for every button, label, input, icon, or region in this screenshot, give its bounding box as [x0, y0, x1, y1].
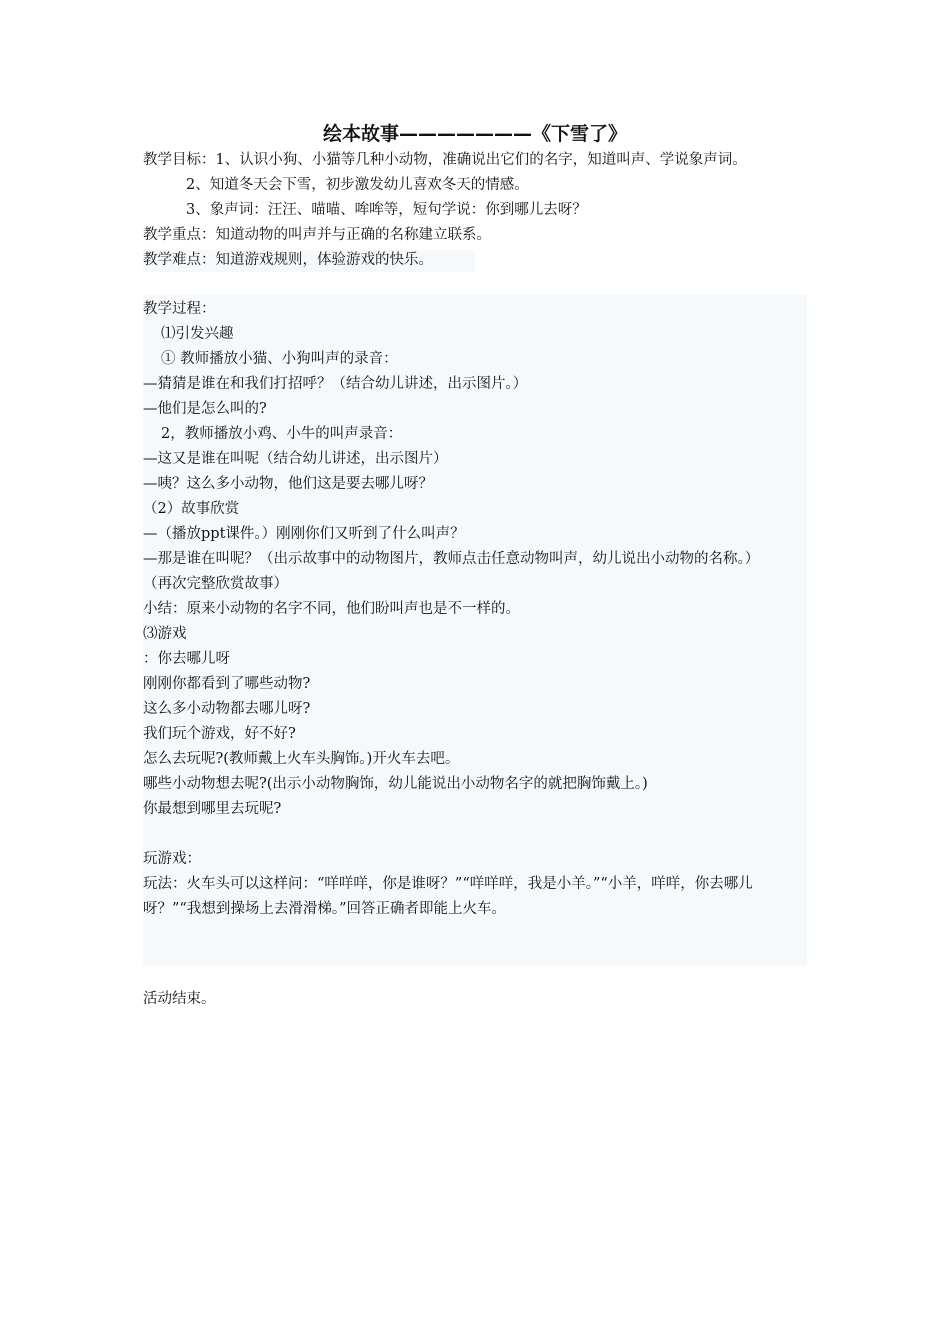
difficulty: 教学难点：知道游戏规则，体验游戏的快乐。	[143, 252, 433, 268]
objective-line-2: 2、知道冬天会下雪，初步激发幼儿喜欢冬天的情感。	[186, 177, 529, 193]
game-rule: 玩法：火车头可以这样问：“咩咩咩，你是谁呀？”“咩咩咩，我是小羊。”“小羊，咩咩，你去哪儿呀？”“我想到操场上去滑滑梯。”回答正确者即能上火车。	[143, 876, 753, 917]
section-3-line-6: 哪些小动物想去呢?(出示小动物胸饰，幼儿能说出小动物名字的就把胸饰戴上。)	[143, 776, 648, 792]
section-2-question-2: —那是谁在叫呢？（出示故事中的动物图片，教师点击任意动物叫声，幼儿说出小动物的名称。）	[143, 551, 760, 567]
section-1-question-1: —猜猜是谁在和我们打招呼？（结合幼儿讲述，出示图片。）	[143, 376, 528, 392]
ending-section	[143, 987, 807, 1012]
section-3-line-3: 这么多小动物都去哪儿呀?	[143, 701, 311, 717]
game-heading: 玩游戏：	[143, 851, 201, 867]
section-3-line-5: 怎么去玩呢?(教师戴上火车头胸饰。)开火车去吧。	[143, 751, 460, 767]
objective-line-3: 3、象声词：汪汪、喵喵、哞哞等，短句学说：你到哪儿去呀？	[186, 202, 587, 218]
process-section	[143, 297, 807, 922]
section-1-question-4: —咦？这么多小动物，他们这是要去哪儿呀？	[143, 476, 433, 492]
section-3-line-7: 你最想到哪里去玩呢?	[143, 801, 282, 817]
section-3-title: ⑶游戏	[143, 626, 187, 642]
section-1-title: ⑴引发兴趣	[161, 326, 234, 342]
section-1-item-1: ① 教师播放小猫、小狗叫声的录音：	[161, 351, 398, 367]
section-1-item-2: 2，教师播放小鸡、小牛的叫声录音：	[161, 426, 403, 442]
section-3-line-1: ：你去哪儿呀	[143, 651, 230, 667]
section-3-line-4: 我们玩个游戏，好不好?	[143, 726, 296, 742]
objectives-section	[143, 148, 807, 273]
ending-text: 活动结束。	[143, 991, 216, 1007]
section-3-line-2: 刚刚你都看到了哪些动物?	[143, 676, 311, 692]
document-title: 绘本故事———————《下雪了》	[322, 123, 627, 145]
objective-line-1: 教学目标：1、认识小狗、小猫等几种小动物，准确说出它们的名字，知道叫声、学说象声词。	[143, 152, 747, 168]
section-2-note: （再次完整欣赏故事）	[143, 576, 288, 592]
section-2-summary: 小结：原来小动物的名字不同，他们盼叫声也是不一样的。	[143, 601, 520, 617]
section-1-question-2: —他们是怎么叫的?	[143, 401, 267, 417]
blank-line	[143, 822, 807, 847]
process-heading: 教学过程：	[143, 301, 216, 317]
section-2-question-1: —（播放ppt课件。）刚刚你们又听到了什么叫声？	[143, 526, 465, 542]
section-2-title: （2）故事欣赏	[143, 501, 240, 517]
section-1-question-3: —这又是谁在叫呢（结合幼儿讲述，出示图片）	[143, 451, 448, 467]
key-point: 教学重点：知道动物的叫声并与正确的名称建立联系。	[143, 227, 491, 243]
